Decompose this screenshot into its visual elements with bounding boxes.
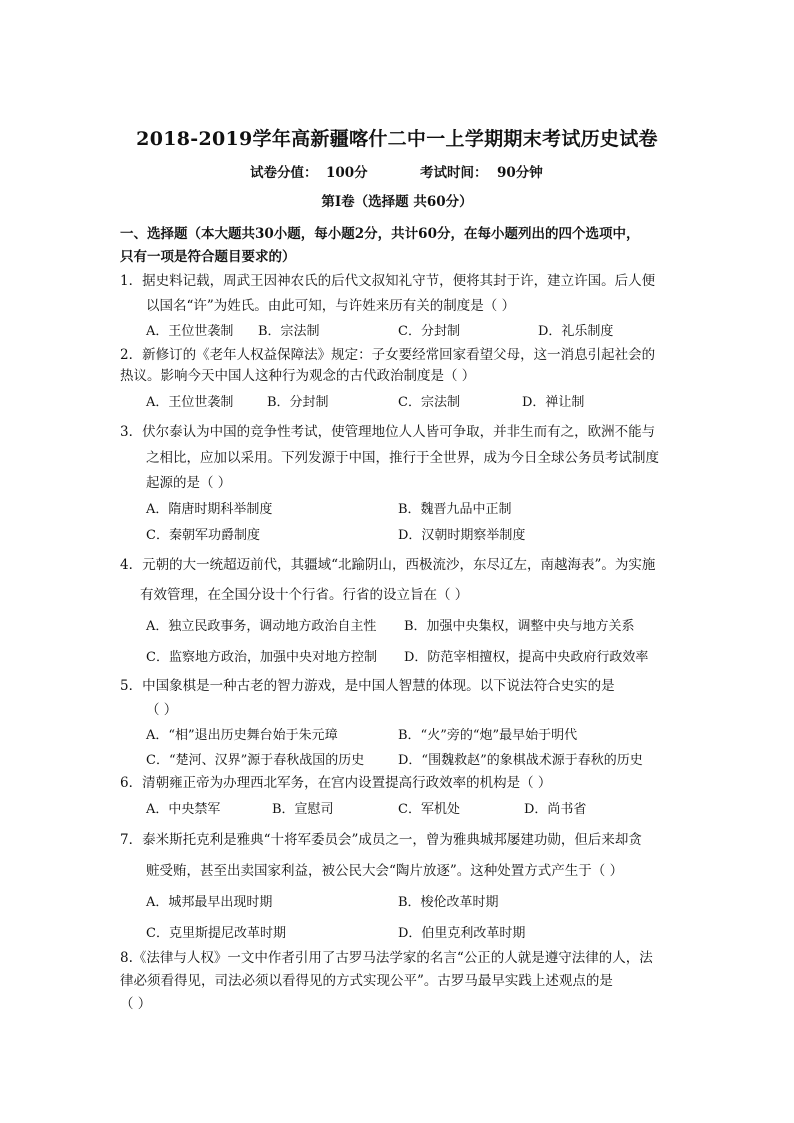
question-4-option-d: D．防范宰相擅权，提高中央政府行政效率 xyxy=(404,650,649,665)
question-4-option-b: B．加强中央集权，调整中央与地方关系 xyxy=(404,619,635,634)
question-3-line-3: 起源的是（ ） xyxy=(146,475,232,491)
instruction-line-2: 只有一项是符合题目要求的） xyxy=(120,249,296,265)
question-1-option-a: A．王位世袭制 xyxy=(146,324,234,339)
question-3-option-b: B．魏晋九品中正制 xyxy=(398,502,512,517)
question-5-option-b: B．“火”旁的“炮”最早始于明代 xyxy=(398,728,578,743)
question-6-option-b: B．宣慰司 xyxy=(272,802,334,817)
question-5-option-a: A．“相”退出历史舞台始于朱元璋 xyxy=(146,728,338,743)
question-2-line-2: 热议。影响今天中国人这种行为观念的古代政治制度是（ ） xyxy=(120,368,476,384)
question-7-option-d: D．伯里克利改革时期 xyxy=(398,926,526,941)
question-3-option-d: D．汉朝时期察举制度 xyxy=(398,528,526,543)
exam-title: 2018-2019学年高新疆喀什二中一上学期期末考试历史试卷 xyxy=(136,128,658,150)
question-7-option-a: A．城邦最早出现时期 xyxy=(146,895,273,910)
score-label: 试卷分值： xyxy=(250,165,318,181)
question-6-option-a: A．中央禁军 xyxy=(146,802,221,817)
question-2-option-d: D．禅让制 xyxy=(522,395,585,410)
question-3-line-1: 3．伏尔泰认为中国的竞争性考试，使管理地位人人皆可争取，并非生而有之，欧洲不能与 xyxy=(120,424,656,440)
question-1-line-1: 1．据史料记载，周武王因神农氏的后代文叔知礼守节，便将其封于许，建立许国。后人便 xyxy=(120,273,656,289)
question-3-line-2: 之相比，应加以采用。下列发源于中国，推行于全世界，成为今日全球公务员考试制度 xyxy=(146,450,659,466)
question-7-line-1: 7．泰米斯托克利是雅典“十将军委员会”成员之一，曾为雅典城邦屡建功勋，但后来却贪 xyxy=(120,832,642,848)
time-value: 90分钟 xyxy=(497,165,543,181)
question-1-option-b: B．宗法制 xyxy=(258,324,320,339)
question-2-option-b: B．分封制 xyxy=(267,395,329,410)
question-4-option-a: A．独立民政事务，调动地方政治自主性 xyxy=(146,619,377,634)
question-7-option-c: C．克里斯提尼改革时期 xyxy=(146,926,286,941)
question-6-option-d: D．尚书省 xyxy=(524,802,587,817)
question-8-line-1: 8.《法律与人权》一文中作者引用了古罗马法学家的名言“公正的人就是遵守法律的人，法 xyxy=(120,950,653,966)
question-7-option-b: B．梭伦改革时期 xyxy=(398,895,499,910)
question-2-line-1: 2．新修订的《老年人权益保障法》规定：子女要经常回家看望父母，这一消息引起社会的 xyxy=(120,347,656,363)
question-1-option-c: C．分封制 xyxy=(398,324,460,339)
question-5-option-d: D．“围魏救赵”的象棋战术源于春秋的历史 xyxy=(398,753,643,768)
question-8-line-2: 律必须看得见，司法必须以看得见的方式实现公平”。古罗马最早实践上述观点的是 xyxy=(120,973,613,989)
question-2-option-a: A．王位世袭制 xyxy=(146,395,234,410)
question-3-option-c: C．秦朝军功爵制度 xyxy=(146,528,260,543)
question-4-line-2: 有效管理，在全国分设十个行省。行省的设立旨在（ ） xyxy=(140,587,469,603)
question-5-line-2: （ ） xyxy=(146,702,178,718)
question-1-option-d: D．礼乐制度 xyxy=(538,324,614,339)
score-value: 100分 xyxy=(326,165,368,181)
question-4-option-c: C．监察地方政治，加强中央对地方控制 xyxy=(146,650,377,665)
question-6-line-1: 6．清朝雍正帝为办理西北军务，在宫内设置提高行政效率的机构是（ ） xyxy=(120,775,552,791)
instruction-line-1: 一、选择题（本大题共30小题，每小题2分，共计60分，在每小题列出的四个选项中， xyxy=(120,226,640,242)
question-2-option-c: C．宗法制 xyxy=(398,395,460,410)
question-7-line-2: 赃受贿，甚至出卖国家利益，被公民大会“陶片放逐”。这种处置方式产生于（ ） xyxy=(146,863,624,879)
question-3-option-a: A．隋唐时期科举制度 xyxy=(146,502,273,517)
section-title: 第Ⅰ卷（选择题 共60分） xyxy=(321,194,473,210)
question-5-option-c: C．“楚河、汉界”源于春秋战国的历史 xyxy=(146,753,365,768)
time-label: 考试时间： xyxy=(420,165,488,181)
question-8-line-3: （ ） xyxy=(120,996,152,1012)
question-1-line-2: 以国名“许”为姓氏。由此可知，与许姓来历有关的制度是（ ） xyxy=(146,298,516,314)
question-4-line-1: 4．元朝的大一统超迈前代，其疆域“北踰阴山，西极流沙，东尽辽左，南越海表”。为实施 xyxy=(120,557,656,573)
question-6-option-c: C．军机处 xyxy=(398,802,460,817)
question-5-line-1: 5．中国象棋是一种古老的智力游戏，是中国人智慧的体现。以下说法符合史实的是 xyxy=(120,678,615,694)
